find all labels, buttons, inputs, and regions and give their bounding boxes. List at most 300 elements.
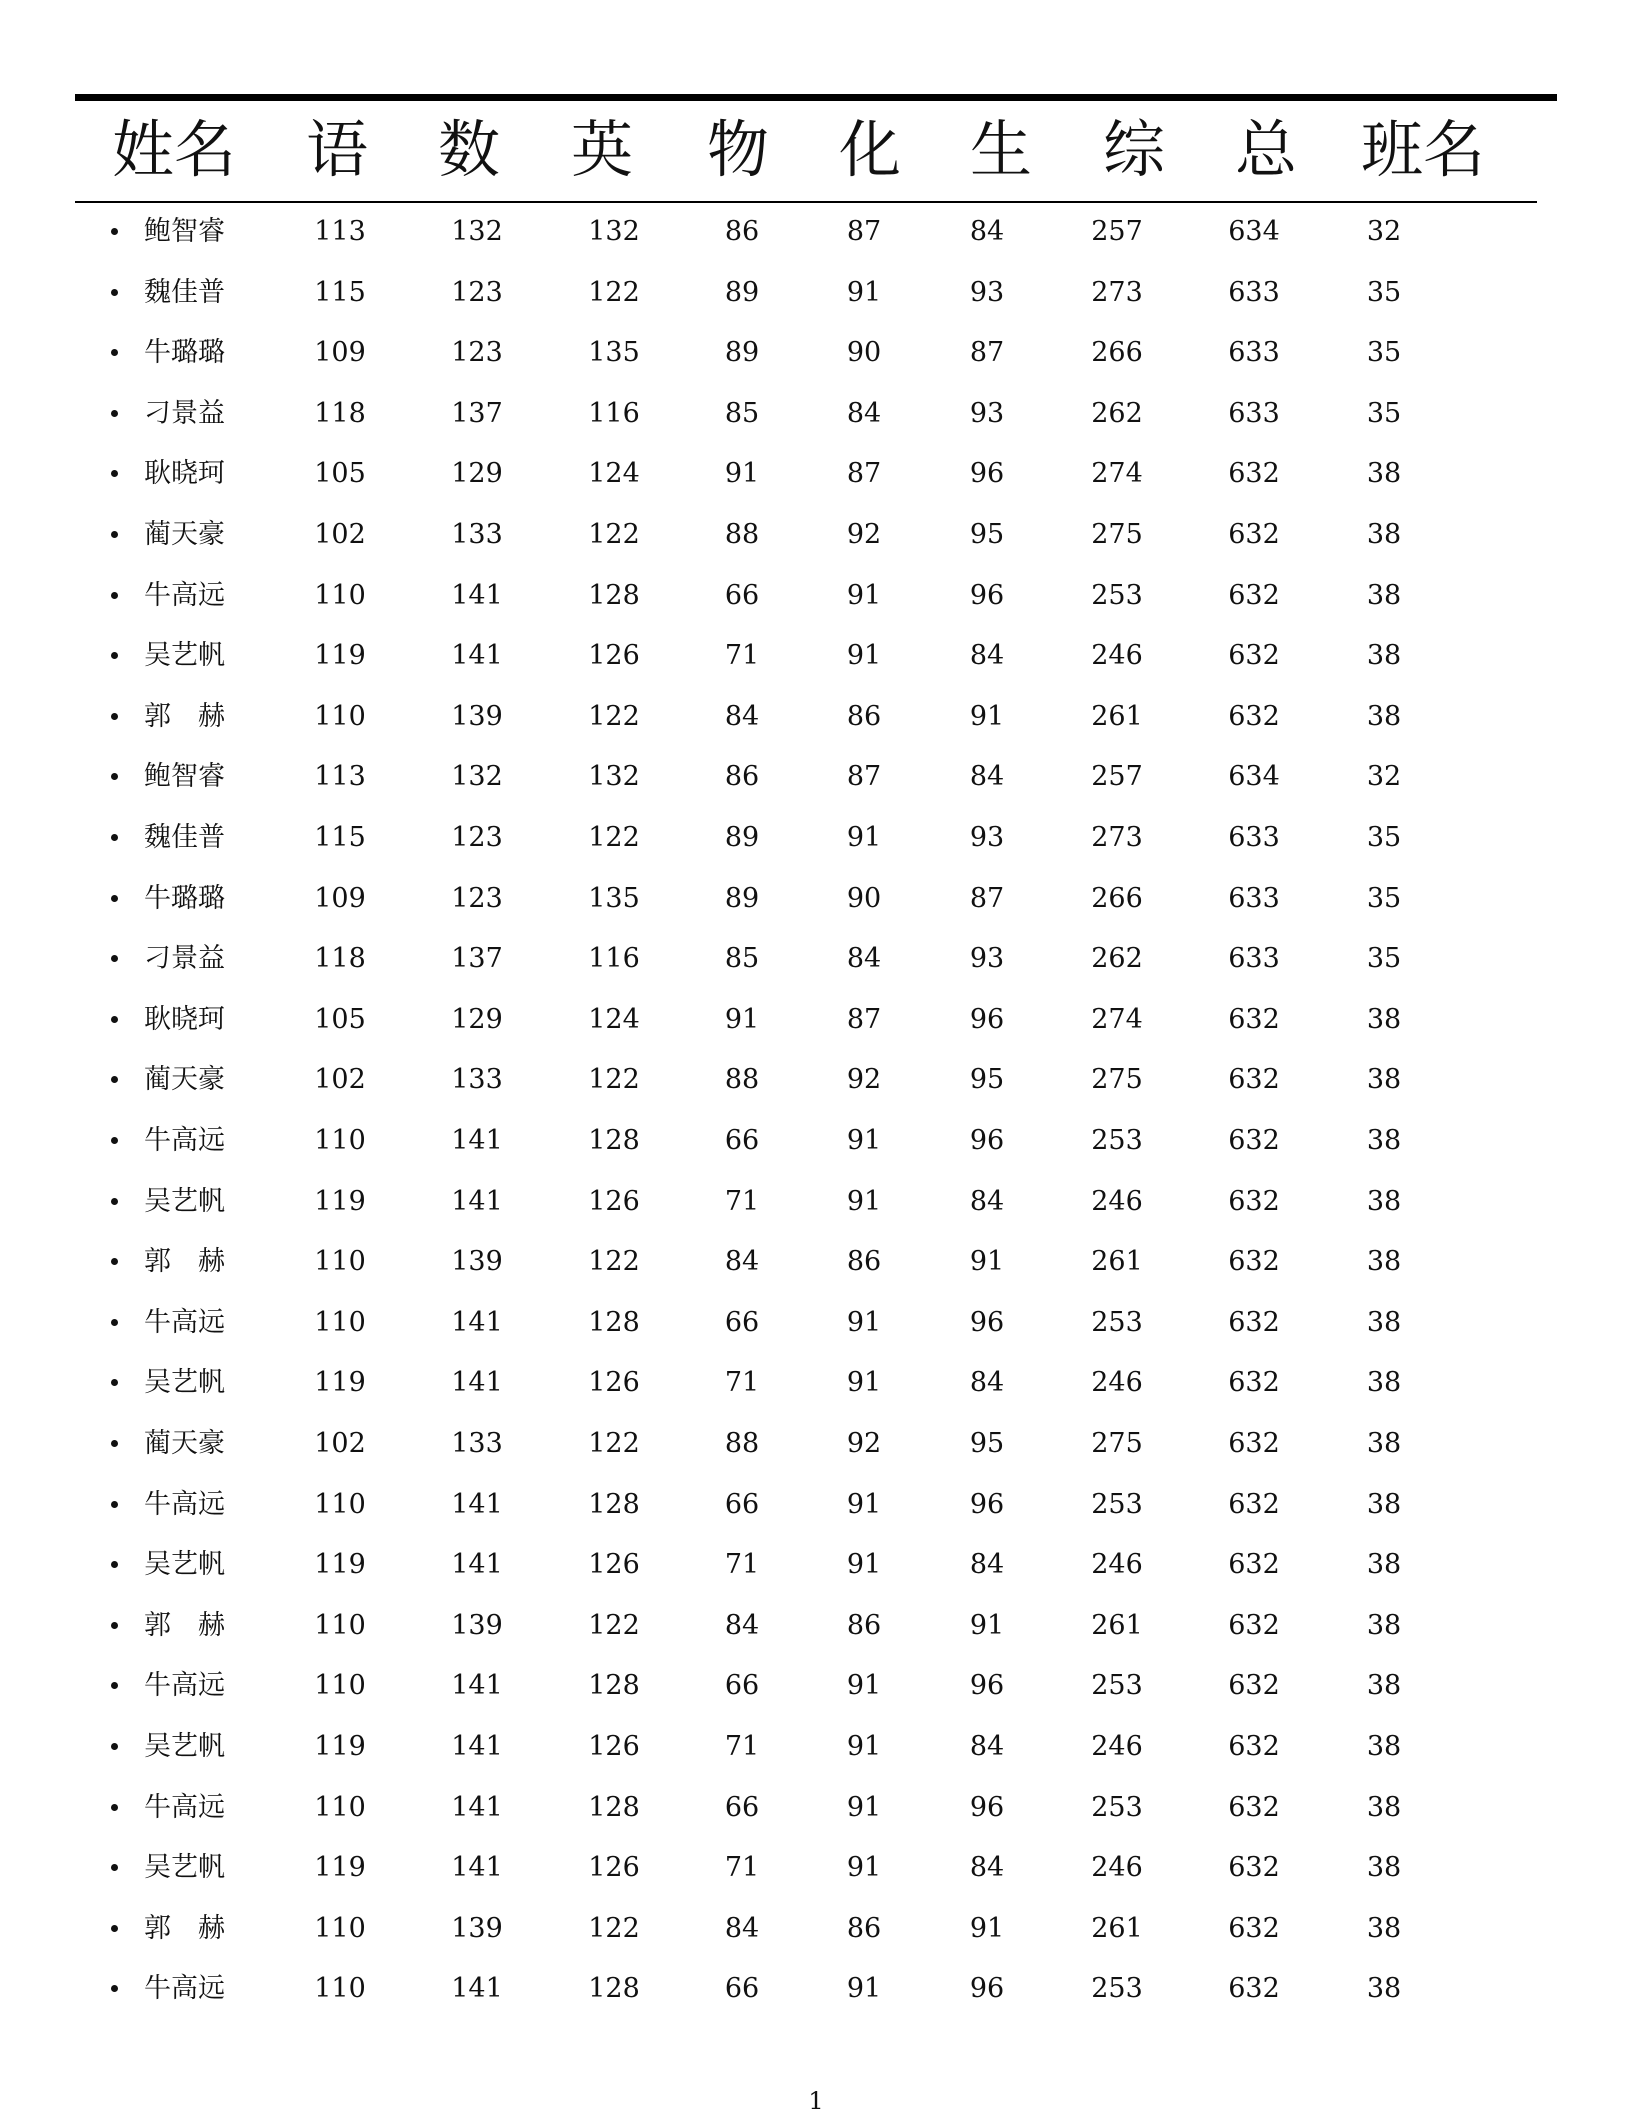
score-chemistry: 91 xyxy=(846,579,882,611)
student-name: 吴艺帆 xyxy=(144,1852,225,1884)
score-english: 128 xyxy=(588,1791,640,1823)
score-physics: 71 xyxy=(724,1852,760,1884)
score-physics: 85 xyxy=(724,943,760,975)
bullet-icon xyxy=(111,1561,118,1568)
score-english: 116 xyxy=(588,943,640,975)
score-english: 124 xyxy=(588,1003,640,1035)
score-physics: 89 xyxy=(724,882,760,914)
score-chinese: 110 xyxy=(314,1670,366,1702)
score-chinese: 110 xyxy=(314,579,366,611)
score-biology: 96 xyxy=(969,458,1005,490)
score-class-rank: 32 xyxy=(1366,216,1402,247)
table-row xyxy=(0,1967,1632,2011)
score-physics: 91 xyxy=(724,458,760,490)
score-class-rank: 38 xyxy=(1366,579,1402,611)
table-row xyxy=(0,392,1632,436)
score-math: 133 xyxy=(451,519,503,550)
score-physics: 66 xyxy=(724,579,760,611)
bullet-icon xyxy=(111,834,118,841)
score-math: 133 xyxy=(451,1428,503,1459)
score-physics: 85 xyxy=(724,397,760,429)
score-math: 139 xyxy=(451,1609,503,1641)
score-science: 261 xyxy=(1091,1246,1143,1278)
score-class-rank: 38 xyxy=(1366,1125,1402,1156)
score-chemistry: 87 xyxy=(846,761,882,793)
score-physics: 71 xyxy=(724,1367,760,1399)
student-name: 牛高远 xyxy=(144,1488,225,1520)
student-name: 吴艺帆 xyxy=(144,1185,225,1217)
score-chemistry: 91 xyxy=(846,1670,882,1702)
score-class-rank: 38 xyxy=(1366,700,1402,732)
score-science: 257 xyxy=(1091,761,1143,793)
score-physics: 88 xyxy=(724,1064,760,1096)
score-biology: 93 xyxy=(969,276,1005,308)
score-physics: 66 xyxy=(724,1306,760,1338)
page-number: 1 xyxy=(808,2087,824,2115)
score-math: 141 xyxy=(451,1973,503,2005)
score-math: 139 xyxy=(451,700,503,732)
bullet-icon xyxy=(111,1016,118,1023)
score-total: 632 xyxy=(1228,1670,1280,1702)
score-class-rank: 38 xyxy=(1366,1609,1402,1641)
score-biology: 84 xyxy=(969,761,1005,793)
score-chemistry: 90 xyxy=(846,337,882,369)
header-cell: 数 xyxy=(438,113,501,186)
score-class-rank: 38 xyxy=(1366,458,1402,490)
score-biology: 93 xyxy=(969,397,1005,429)
score-math: 133 xyxy=(451,1064,503,1096)
score-chinese: 102 xyxy=(314,519,366,550)
student-name: 郭 赫 xyxy=(144,1912,225,1944)
score-english: 122 xyxy=(588,1912,640,1944)
header-cell: 综 xyxy=(1103,113,1166,186)
student-name: 吴艺帆 xyxy=(144,1367,225,1399)
score-chinese: 102 xyxy=(314,1064,366,1096)
score-class-rank: 38 xyxy=(1366,1791,1402,1823)
score-total: 632 xyxy=(1228,1852,1280,1884)
score-chemistry: 87 xyxy=(846,458,882,490)
score-biology: 84 xyxy=(969,1731,1005,1762)
score-chemistry: 84 xyxy=(846,397,882,429)
score-chinese: 109 xyxy=(314,337,366,369)
score-math: 141 xyxy=(451,1731,503,1762)
score-chinese: 118 xyxy=(314,943,366,975)
score-biology: 84 xyxy=(969,216,1005,247)
score-total: 633 xyxy=(1228,397,1280,429)
bullet-icon xyxy=(111,895,118,902)
score-class-rank: 38 xyxy=(1366,1731,1402,1762)
score-biology: 84 xyxy=(969,1185,1005,1217)
score-class-rank: 38 xyxy=(1366,1003,1402,1035)
score-physics: 71 xyxy=(724,1185,760,1217)
header-cell: 姓名 xyxy=(112,113,237,186)
score-chinese: 110 xyxy=(314,1609,366,1641)
table-row xyxy=(0,1483,1632,1527)
score-science: 275 xyxy=(1091,1064,1143,1096)
score-english: 122 xyxy=(588,822,640,853)
score-english: 135 xyxy=(588,882,640,914)
bullet-icon xyxy=(111,1682,118,1689)
score-chemistry: 92 xyxy=(846,1428,882,1459)
score-class-rank: 38 xyxy=(1366,1912,1402,1944)
score-chemistry: 92 xyxy=(846,1064,882,1096)
score-math: 141 xyxy=(451,1852,503,1884)
table-row xyxy=(0,998,1632,1042)
score-total: 632 xyxy=(1228,1367,1280,1399)
score-biology: 84 xyxy=(969,1852,1005,1884)
table-row xyxy=(0,695,1632,739)
score-class-rank: 35 xyxy=(1366,822,1402,853)
score-biology: 91 xyxy=(969,1246,1005,1278)
score-class-rank: 35 xyxy=(1366,337,1402,369)
bullet-icon xyxy=(111,1864,118,1871)
score-physics: 86 xyxy=(724,761,760,793)
table-top-rule xyxy=(75,94,1557,101)
bullet-icon xyxy=(111,1440,118,1447)
table-row xyxy=(0,1846,1632,1890)
score-physics: 71 xyxy=(724,640,760,672)
score-class-rank: 38 xyxy=(1366,640,1402,672)
header-cell: 总 xyxy=(1235,113,1298,186)
student-name: 魏佳普 xyxy=(144,276,225,308)
student-name: 吴艺帆 xyxy=(144,640,225,672)
score-chinese: 115 xyxy=(314,276,366,308)
score-physics: 71 xyxy=(724,1549,760,1581)
bullet-icon xyxy=(111,349,118,356)
score-class-rank: 38 xyxy=(1366,1973,1402,2005)
score-total: 632 xyxy=(1228,519,1280,550)
bullet-icon xyxy=(111,1501,118,1508)
table-row xyxy=(0,1240,1632,1284)
score-chinese: 119 xyxy=(314,1549,366,1581)
score-biology: 95 xyxy=(969,1428,1005,1459)
score-english: 132 xyxy=(588,216,640,247)
score-class-rank: 35 xyxy=(1366,397,1402,429)
score-total: 632 xyxy=(1228,1306,1280,1338)
score-total: 633 xyxy=(1228,882,1280,914)
score-total: 632 xyxy=(1228,640,1280,672)
student-name: 蔺天豪 xyxy=(144,1064,225,1096)
score-chinese: 119 xyxy=(314,1731,366,1762)
score-physics: 86 xyxy=(724,216,760,247)
bullet-icon xyxy=(111,1076,118,1083)
score-total: 634 xyxy=(1228,761,1280,793)
score-biology: 91 xyxy=(969,1912,1005,1944)
score-chinese: 118 xyxy=(314,397,366,429)
score-english: 126 xyxy=(588,1731,640,1762)
score-physics: 66 xyxy=(724,1973,760,2005)
score-english: 128 xyxy=(588,1973,640,2005)
score-chemistry: 92 xyxy=(846,519,882,550)
score-math: 141 xyxy=(451,1306,503,1338)
score-class-rank: 38 xyxy=(1366,1852,1402,1884)
score-math: 141 xyxy=(451,1670,503,1702)
score-science: 274 xyxy=(1091,458,1143,490)
score-class-rank: 32 xyxy=(1366,761,1402,793)
table-row xyxy=(0,755,1632,799)
score-chemistry: 91 xyxy=(846,1185,882,1217)
bullet-icon xyxy=(111,1622,118,1629)
score-chemistry: 91 xyxy=(846,1367,882,1399)
score-biology: 96 xyxy=(969,1488,1005,1520)
bullet-icon xyxy=(111,713,118,720)
score-chemistry: 91 xyxy=(846,1973,882,2005)
score-chemistry: 87 xyxy=(846,1003,882,1035)
score-chemistry: 91 xyxy=(846,276,882,308)
student-name: 蔺天豪 xyxy=(144,1428,225,1459)
score-chemistry: 91 xyxy=(846,1791,882,1823)
bullet-icon xyxy=(111,1319,118,1326)
score-biology: 87 xyxy=(969,337,1005,369)
student-name: 魏佳普 xyxy=(144,822,225,853)
score-chemistry: 91 xyxy=(846,1731,882,1762)
bullet-icon xyxy=(111,1743,118,1750)
score-biology: 96 xyxy=(969,1670,1005,1702)
table-row xyxy=(0,271,1632,315)
table-row xyxy=(0,1422,1632,1466)
score-physics: 84 xyxy=(724,1912,760,1944)
score-biology: 84 xyxy=(969,1549,1005,1581)
score-physics: 91 xyxy=(724,1003,760,1035)
score-chemistry: 91 xyxy=(846,1306,882,1338)
score-english: 122 xyxy=(588,519,640,550)
table-row xyxy=(0,1907,1632,1951)
score-biology: 84 xyxy=(969,1367,1005,1399)
score-class-rank: 38 xyxy=(1366,1670,1402,1702)
score-total: 632 xyxy=(1228,1973,1280,2005)
score-english: 116 xyxy=(588,397,640,429)
score-chemistry: 86 xyxy=(846,700,882,732)
table-row xyxy=(0,1725,1632,1769)
score-chemistry: 90 xyxy=(846,882,882,914)
student-name: 蔺天豪 xyxy=(144,519,225,550)
score-science: 257 xyxy=(1091,216,1143,247)
score-total: 633 xyxy=(1228,276,1280,308)
score-physics: 89 xyxy=(724,337,760,369)
score-biology: 91 xyxy=(969,700,1005,732)
score-english: 135 xyxy=(588,337,640,369)
score-biology: 96 xyxy=(969,1306,1005,1338)
header-cell: 英 xyxy=(571,113,634,186)
score-science: 261 xyxy=(1091,700,1143,732)
student-name: 牛高远 xyxy=(144,579,225,611)
score-class-rank: 38 xyxy=(1366,1246,1402,1278)
score-physics: 84 xyxy=(724,1609,760,1641)
score-english: 128 xyxy=(588,1670,640,1702)
score-english: 122 xyxy=(588,1428,640,1459)
score-science: 246 xyxy=(1091,1367,1143,1399)
score-english: 128 xyxy=(588,1125,640,1156)
table-row xyxy=(0,331,1632,375)
score-total: 632 xyxy=(1228,458,1280,490)
score-total: 632 xyxy=(1228,1549,1280,1581)
score-physics: 66 xyxy=(724,1125,760,1156)
bullet-icon xyxy=(111,1379,118,1386)
student-name: 牛高远 xyxy=(144,1973,225,2005)
table-row xyxy=(0,1119,1632,1163)
score-chinese: 119 xyxy=(314,1367,366,1399)
bullet-icon xyxy=(111,1925,118,1932)
score-biology: 84 xyxy=(969,640,1005,672)
bullet-icon xyxy=(111,1258,118,1265)
table-header-rule xyxy=(75,201,1537,203)
score-physics: 84 xyxy=(724,1246,760,1278)
score-total: 632 xyxy=(1228,1428,1280,1459)
score-physics: 66 xyxy=(724,1670,760,1702)
bullet-icon xyxy=(111,773,118,780)
score-math: 141 xyxy=(451,1185,503,1217)
score-chemistry: 91 xyxy=(846,640,882,672)
score-chemistry: 86 xyxy=(846,1912,882,1944)
score-science: 253 xyxy=(1091,1791,1143,1823)
score-math: 139 xyxy=(451,1912,503,1944)
score-math: 137 xyxy=(451,397,503,429)
score-science: 273 xyxy=(1091,822,1143,853)
score-class-rank: 38 xyxy=(1366,1428,1402,1459)
score-english: 128 xyxy=(588,1306,640,1338)
score-physics: 66 xyxy=(724,1791,760,1823)
student-name: 郭 赫 xyxy=(144,700,225,732)
score-chinese: 110 xyxy=(314,1306,366,1338)
score-science: 275 xyxy=(1091,519,1143,550)
score-class-rank: 35 xyxy=(1366,276,1402,308)
score-math: 141 xyxy=(451,1367,503,1399)
score-science: 253 xyxy=(1091,1488,1143,1520)
score-chemistry: 87 xyxy=(846,216,882,247)
student-name: 耿晓珂 xyxy=(144,1003,225,1035)
score-total: 634 xyxy=(1228,216,1280,247)
table-row xyxy=(0,877,1632,921)
score-science: 266 xyxy=(1091,337,1143,369)
score-science: 246 xyxy=(1091,1852,1143,1884)
score-biology: 93 xyxy=(969,822,1005,853)
score-biology: 87 xyxy=(969,882,1005,914)
score-class-rank: 38 xyxy=(1366,1488,1402,1520)
score-math: 129 xyxy=(451,458,503,490)
score-science: 273 xyxy=(1091,276,1143,308)
bullet-icon xyxy=(111,410,118,417)
score-english: 126 xyxy=(588,1367,640,1399)
score-science: 246 xyxy=(1091,640,1143,672)
table-row xyxy=(0,1058,1632,1102)
score-chinese: 113 xyxy=(314,216,366,247)
student-name: 郭 赫 xyxy=(144,1609,225,1641)
table-row xyxy=(0,1361,1632,1405)
student-name: 牛璐璐 xyxy=(144,882,225,914)
header-cell: 化 xyxy=(839,113,902,186)
score-total: 633 xyxy=(1228,337,1280,369)
score-chinese: 110 xyxy=(314,1246,366,1278)
score-chinese: 110 xyxy=(314,1791,366,1823)
score-chinese: 115 xyxy=(314,822,366,853)
table-row xyxy=(0,1786,1632,1830)
score-total: 632 xyxy=(1228,1246,1280,1278)
student-name: 牛璐璐 xyxy=(144,337,225,369)
score-physics: 84 xyxy=(724,700,760,732)
score-science: 253 xyxy=(1091,1306,1143,1338)
student-name: 牛高远 xyxy=(144,1306,225,1338)
header-cell: 物 xyxy=(707,113,770,186)
score-biology: 96 xyxy=(969,1973,1005,2005)
score-chinese: 105 xyxy=(314,458,366,490)
score-chemistry: 91 xyxy=(846,1125,882,1156)
score-biology: 95 xyxy=(969,1064,1005,1096)
student-name: 鲍智睿 xyxy=(144,216,225,247)
score-math: 129 xyxy=(451,1003,503,1035)
score-math: 139 xyxy=(451,1246,503,1278)
score-english: 124 xyxy=(588,458,640,490)
score-science: 262 xyxy=(1091,397,1143,429)
score-chinese: 113 xyxy=(314,761,366,793)
header-cell: 班名 xyxy=(1361,113,1486,186)
student-name: 刁景益 xyxy=(144,397,225,429)
score-total: 633 xyxy=(1228,822,1280,853)
score-total: 632 xyxy=(1228,1731,1280,1762)
score-science: 246 xyxy=(1091,1185,1143,1217)
score-biology: 96 xyxy=(969,579,1005,611)
score-math: 123 xyxy=(451,822,503,853)
score-chinese: 110 xyxy=(314,1125,366,1156)
score-class-rank: 38 xyxy=(1366,1064,1402,1096)
score-total: 632 xyxy=(1228,1791,1280,1823)
score-physics: 66 xyxy=(724,1488,760,1520)
score-chinese: 119 xyxy=(314,640,366,672)
score-chinese: 119 xyxy=(314,1185,366,1217)
score-physics: 88 xyxy=(724,1428,760,1459)
bullet-icon xyxy=(111,1137,118,1144)
score-english: 126 xyxy=(588,1185,640,1217)
score-math: 141 xyxy=(451,1549,503,1581)
score-math: 141 xyxy=(451,1488,503,1520)
score-english: 128 xyxy=(588,1488,640,1520)
bullet-icon xyxy=(111,955,118,962)
score-biology: 96 xyxy=(969,1125,1005,1156)
score-total: 632 xyxy=(1228,1488,1280,1520)
student-name: 牛高远 xyxy=(144,1125,225,1156)
score-math: 141 xyxy=(451,1125,503,1156)
score-english: 126 xyxy=(588,1852,640,1884)
score-chinese: 110 xyxy=(314,1912,366,1944)
score-math: 132 xyxy=(451,216,503,247)
score-science: 275 xyxy=(1091,1428,1143,1459)
bullet-icon xyxy=(111,592,118,599)
score-english: 132 xyxy=(588,761,640,793)
score-chemistry: 91 xyxy=(846,822,882,853)
bullet-icon xyxy=(111,1804,118,1811)
score-science: 246 xyxy=(1091,1731,1143,1762)
table-row xyxy=(0,574,1632,618)
score-class-rank: 38 xyxy=(1366,1185,1402,1217)
bullet-icon xyxy=(111,289,118,296)
student-name: 鲍智睿 xyxy=(144,761,225,793)
table-row xyxy=(0,1543,1632,1587)
score-english: 126 xyxy=(588,640,640,672)
score-chemistry: 86 xyxy=(846,1246,882,1278)
score-total: 633 xyxy=(1228,943,1280,975)
score-science: 253 xyxy=(1091,579,1143,611)
table-row xyxy=(0,1664,1632,1708)
score-class-rank: 38 xyxy=(1366,519,1402,550)
score-chinese: 110 xyxy=(314,1973,366,2005)
score-biology: 95 xyxy=(969,519,1005,550)
student-name: 吴艺帆 xyxy=(144,1549,225,1581)
table-row xyxy=(0,210,1632,254)
score-science: 261 xyxy=(1091,1609,1143,1641)
score-physics: 89 xyxy=(724,822,760,853)
score-total: 632 xyxy=(1228,1003,1280,1035)
bullet-icon xyxy=(111,1198,118,1205)
table-header-row xyxy=(0,104,1632,196)
